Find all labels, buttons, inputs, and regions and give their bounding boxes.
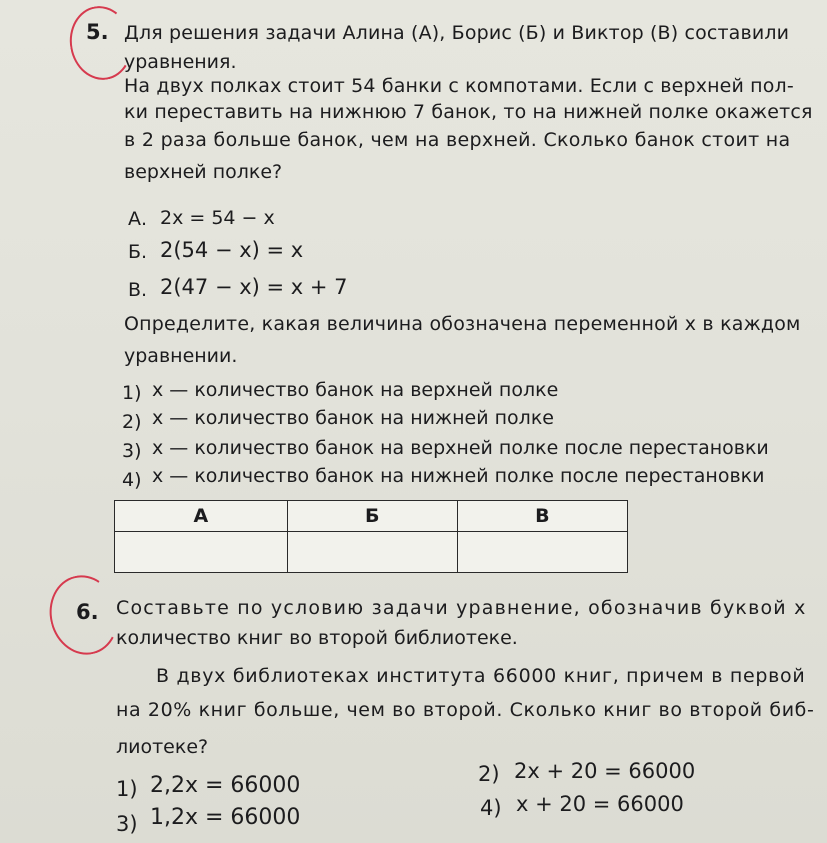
answer-header-a: А — [115, 501, 288, 532]
task6-number: 6. — [76, 600, 99, 624]
task5-question-line-2: уравнении. — [124, 345, 238, 367]
option-label: 3) — [122, 440, 142, 462]
answer-table-answer-row — [115, 532, 628, 573]
option-text: x — количество банок на нижней полке — [152, 407, 554, 429]
task5-statement-line-3: На двух полках стоит 54 банки с компотами. Если с верхней пол- — [124, 75, 794, 97]
equation-formula: 2x = 54 − x — [160, 207, 275, 229]
task5-statement-line-2: уравнения. — [124, 51, 237, 73]
equation-formula: 2(54 − x) = x — [160, 238, 304, 262]
option-label: 1) — [122, 382, 142, 404]
option-formula: 2x + 20 = 66000 — [514, 759, 696, 783]
equation-label: А. — [128, 208, 148, 230]
equation-formula: 2(47 − x) = x + 7 — [160, 275, 348, 299]
task5-statement-line-4: ки переставить на нижнюю 7 банок, то на нижней полке окажется — [124, 101, 813, 123]
answer-table-header-row — [115, 501, 628, 532]
option-label: 4) — [480, 796, 502, 820]
answer-cell-b[interactable] — [287, 532, 457, 573]
task5-statement-line-5: в 2 раза больше банок, чем на верхней. Сколько банок стоит на — [124, 129, 791, 151]
option-label: 4) — [122, 469, 142, 491]
answer-header-v: В — [457, 501, 627, 532]
option-text: x — количество банок на верхней полке после перестановки — [152, 437, 769, 459]
task6-statement-line-3: В двух библиотеках института 66000 книг, причем в первой — [156, 665, 806, 687]
option-formula: 1,2x = 66000 — [150, 805, 301, 830]
option-label: 1) — [116, 777, 138, 801]
equation-label: Б. — [128, 241, 148, 263]
task6-statement-line-1: Составьте по условию задачи уравнение, обозначив буквой x — [116, 597, 807, 619]
option-formula: x + 20 = 66000 — [516, 792, 684, 816]
answer-table — [114, 500, 628, 573]
task5-question-line-1: Определите, какая величина обозначена переменной x в каждом — [124, 313, 801, 335]
task5-statement-line-1: Для решения задачи Алина (А), Борис (Б) и Виктор (В) составили — [124, 22, 790, 44]
option-text: x — количество банок на верхней полке — [152, 379, 559, 401]
equation-label: В. — [128, 279, 148, 301]
task5-number: 5. — [86, 20, 109, 44]
answer-cell-v[interactable] — [457, 532, 627, 573]
option-label: 2) — [478, 762, 500, 786]
answer-cell-a[interactable] — [115, 532, 288, 573]
task6-statement-line-4: на 20% книг больше, чем во второй. Сколько книг во второй биб- — [116, 699, 815, 721]
answer-header-b: Б — [287, 501, 457, 532]
option-text: x — количество банок на нижней полке после перестановки — [152, 465, 765, 487]
task6-statement-line-5: лиотеке? — [116, 736, 209, 758]
option-formula: 2,2x = 66000 — [150, 773, 301, 798]
option-label: 3) — [116, 812, 138, 836]
task5-statement-line-6: верхней полке? — [124, 161, 283, 183]
option-label: 2) — [122, 411, 142, 433]
task6-statement-line-2: количество книг во второй библиотеке. — [116, 627, 518, 649]
